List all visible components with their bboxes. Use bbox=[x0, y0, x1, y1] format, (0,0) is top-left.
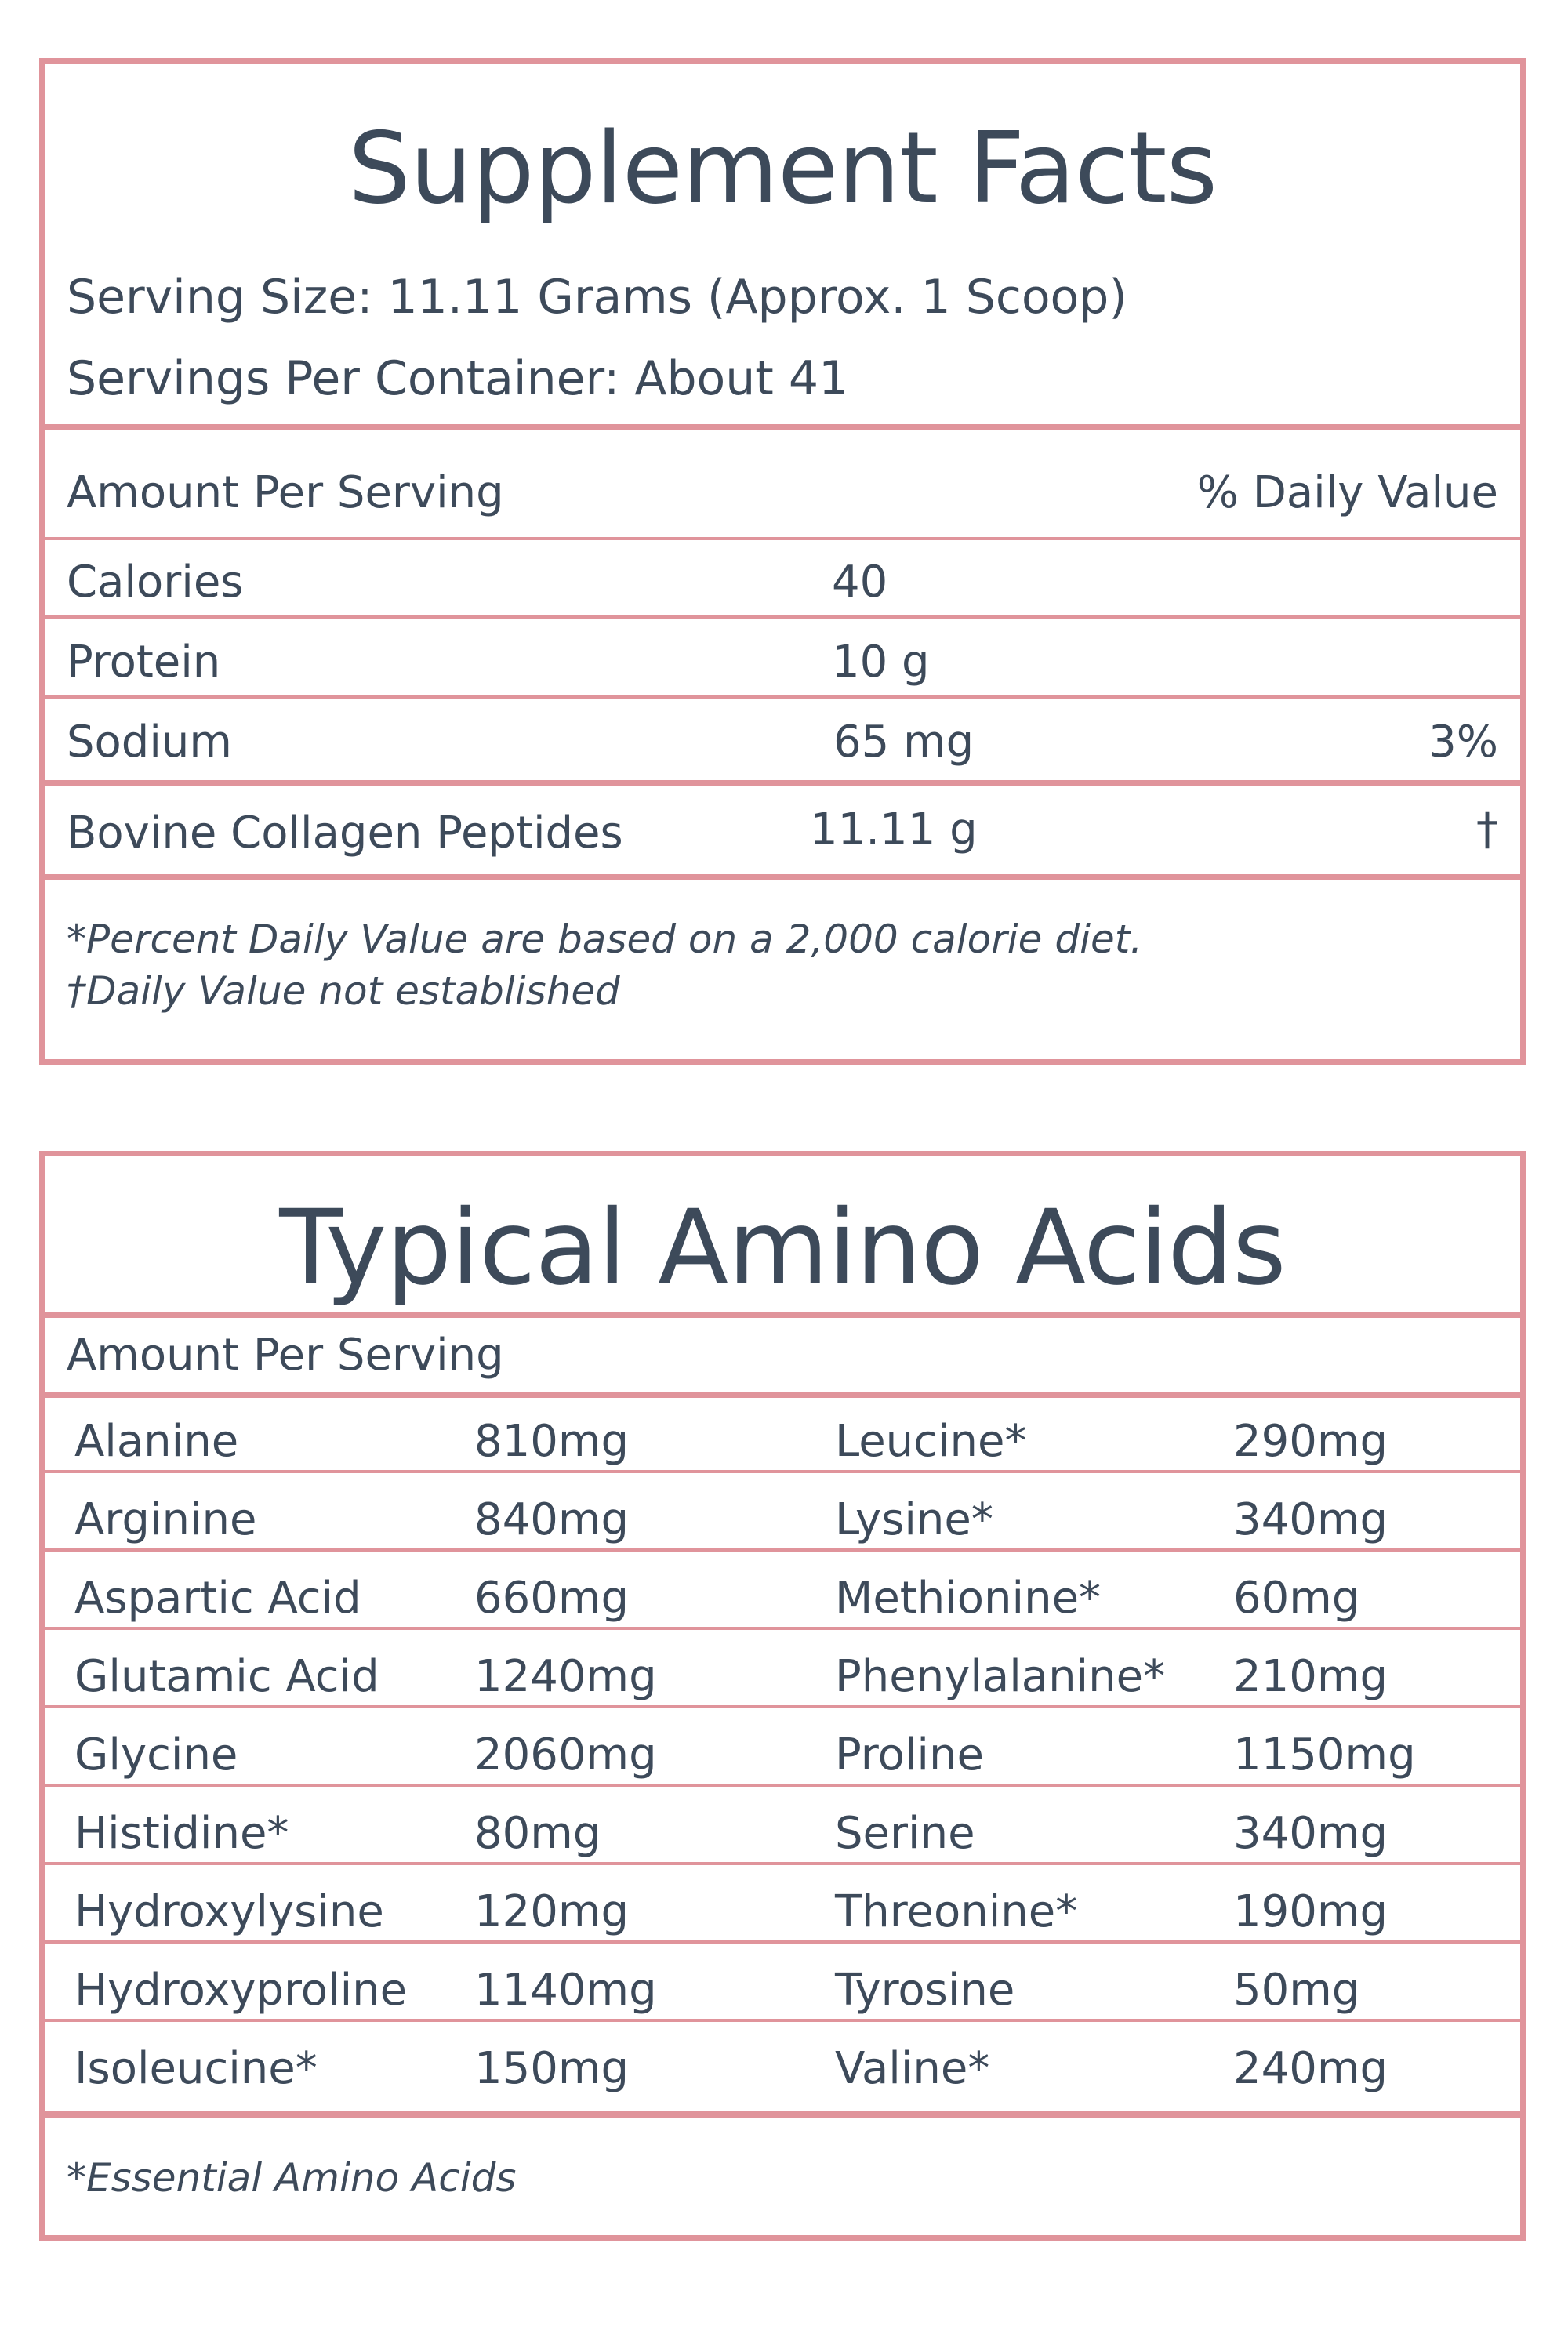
amino-amount: 240mg bbox=[1233, 2043, 1388, 2094]
serving-size: Serving Size: 11.11 Grams (Approx. 1 Scoop) bbox=[67, 270, 1127, 325]
supplement-facts-title: Supplement Facts bbox=[347, 111, 1218, 226]
amino-name: Tyrosine bbox=[835, 1965, 1015, 2016]
amino-name: Threonine* bbox=[835, 1886, 1078, 1937]
divider bbox=[45, 1312, 1520, 1318]
servings-per-container: Servings Per Container: About 41 bbox=[67, 351, 849, 406]
amino-amount: 2060mg bbox=[474, 1730, 657, 1780]
divider bbox=[45, 424, 1520, 430]
divider bbox=[45, 874, 1520, 880]
divider bbox=[45, 1784, 1520, 1787]
amino-amount: 150mg bbox=[474, 2043, 629, 2094]
divider bbox=[45, 1705, 1520, 1708]
amino-name: Histidine* bbox=[74, 1808, 289, 1859]
amino-name: Phenylalanine* bbox=[835, 1651, 1166, 1702]
supplement-facts-panel bbox=[39, 58, 1526, 1065]
amino-amount: 1150mg bbox=[1233, 1730, 1416, 1780]
nutrient-amount: 10 g bbox=[832, 637, 930, 688]
nutrient-name: Protein bbox=[67, 637, 221, 688]
amino-header: Amount Per Serving bbox=[67, 1330, 504, 1381]
divider bbox=[45, 1470, 1520, 1473]
nutrient-name: Sodium bbox=[67, 717, 232, 768]
amino-name: Valine* bbox=[835, 2043, 990, 2094]
amino-amount: 840mg bbox=[474, 1494, 629, 1545]
nutrient-amount: 11.11 g bbox=[810, 804, 978, 855]
amino-name: Isoleucine* bbox=[74, 2043, 318, 2094]
amino-amount: 60mg bbox=[1233, 1573, 1360, 1624]
amino-acids-title: Typical Amino Acids bbox=[279, 1188, 1286, 1308]
nutrient-name: Calories bbox=[67, 557, 244, 608]
nutrient-daily-value: † bbox=[1476, 804, 1498, 855]
divider bbox=[45, 1548, 1520, 1552]
amino-amount: 660mg bbox=[474, 1573, 629, 1624]
divider bbox=[45, 695, 1520, 699]
amino-name: Glutamic Acid bbox=[74, 1651, 379, 1702]
divider bbox=[45, 537, 1520, 540]
amino-amount: 1140mg bbox=[474, 1965, 657, 2016]
footnote-daily-value: *Percent Daily Value are based on a 2,000 calorie diet. bbox=[67, 916, 1143, 962]
amino-name: Hydroxyproline bbox=[74, 1965, 408, 2016]
amino-amount: 290mg bbox=[1233, 1416, 1388, 1467]
divider bbox=[45, 1940, 1520, 1944]
amino-amount: 190mg bbox=[1233, 1886, 1388, 1937]
amino-name: Glycine bbox=[74, 1730, 238, 1780]
nutrient-daily-value: 3% bbox=[1428, 717, 1498, 768]
footnote-essential: *Essential Amino Acids bbox=[67, 2155, 517, 2201]
amino-name: Lysine* bbox=[835, 1494, 993, 1545]
amino-amount: 50mg bbox=[1233, 1965, 1360, 2016]
divider bbox=[45, 780, 1520, 786]
nutrient-amount: 40 bbox=[832, 557, 888, 608]
amino-name: Hydroxylysine bbox=[74, 1886, 384, 1937]
amino-name: Methionine* bbox=[835, 1573, 1102, 1624]
facts-header-daily-value: % Daily Value bbox=[1196, 467, 1498, 518]
amino-amount: 120mg bbox=[474, 1886, 629, 1937]
amino-name: Aspartic Acid bbox=[74, 1573, 361, 1624]
divider bbox=[45, 615, 1520, 619]
footnote-dagger: †Daily Value not established bbox=[67, 968, 620, 1014]
divider bbox=[45, 2019, 1520, 2022]
amino-amount: 340mg bbox=[1233, 1494, 1388, 1545]
divider bbox=[45, 1392, 1520, 1398]
amino-name: Leucine* bbox=[835, 1416, 1027, 1467]
amino-amount: 1240mg bbox=[474, 1651, 657, 1702]
amino-name: Proline bbox=[835, 1730, 984, 1780]
amino-name: Alanine bbox=[74, 1416, 239, 1467]
facts-header-amount: Amount Per Serving bbox=[67, 467, 504, 518]
amino-amount: 210mg bbox=[1233, 1651, 1388, 1702]
amino-amount: 80mg bbox=[474, 1808, 601, 1859]
amino-name: Serine bbox=[835, 1808, 975, 1859]
amino-acids-panel bbox=[39, 1151, 1526, 2241]
divider bbox=[45, 1627, 1520, 1630]
nutrient-name: Bovine Collagen Peptides bbox=[67, 808, 623, 858]
divider bbox=[45, 2111, 1520, 2118]
amino-amount: 810mg bbox=[474, 1416, 629, 1467]
amino-amount: 340mg bbox=[1233, 1808, 1388, 1859]
amino-name: Arginine bbox=[74, 1494, 257, 1545]
nutrient-amount: 65 mg bbox=[833, 717, 975, 768]
divider bbox=[45, 1862, 1520, 1865]
